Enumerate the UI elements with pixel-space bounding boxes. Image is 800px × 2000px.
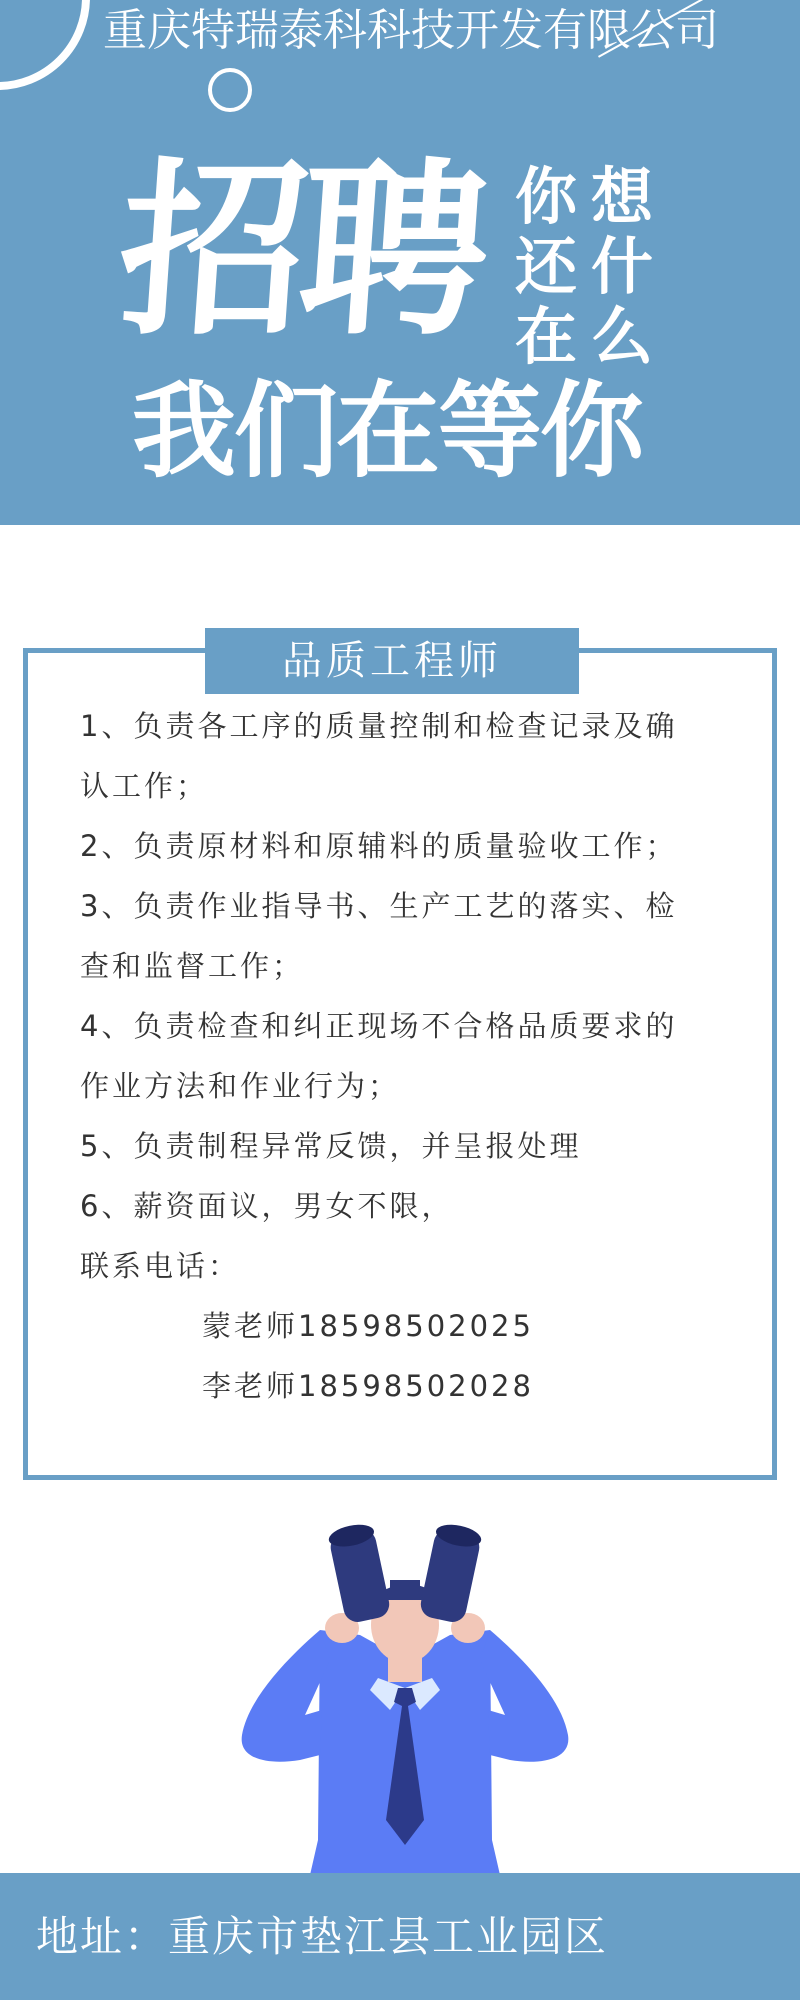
decorative-small-ring-icon <box>208 68 252 112</box>
duty-item: 5、负责制程异常反馈，并呈报处理 <box>80 1129 582 1163</box>
address-text: 地址：重庆市垫江县工业园区 <box>36 1912 609 1961</box>
contact-label: 联系电话： <box>80 1249 241 1283</box>
headline-char: 还 <box>515 230 578 303</box>
contact-phone: 李老师18598502028 <box>202 1369 534 1403</box>
headline-recruit: 招聘 <box>112 142 488 361</box>
job-title: 品质工程师 <box>205 628 579 694</box>
company-name: 重庆特瑞泰科科技开发有限公司 <box>103 5 719 56</box>
headline-char: 么 <box>591 300 654 373</box>
duty-item: 2、负责原材料和原辅料的质量验收工作； <box>80 829 678 863</box>
duty-list <box>80 696 700 1416</box>
duty-item: 3、负责作业指导书、生产工艺的落实、检查和监督工作； <box>80 889 678 983</box>
headline-side-text <box>515 162 665 372</box>
decorative-ring-icon <box>0 0 90 90</box>
man-with-binoculars-icon <box>230 1510 580 1875</box>
headline-subtitle: 我们在等你 <box>132 370 643 492</box>
duty-item: 4、负责检查和纠正现场不合格品质要求的作业方法和作业行为； <box>80 1009 678 1103</box>
duty-item: 6、薪资面议，男女不限， <box>80 1189 454 1223</box>
headline-char: 你 <box>515 160 578 233</box>
contact-phone: 蒙老师18598502025 <box>202 1309 534 1343</box>
header-banner <box>0 0 800 525</box>
headline-char: 在 <box>515 300 578 373</box>
headline-char: 想 <box>591 160 654 233</box>
duty-item: 1、负责各工序的质量控制和检查记录及确认工作； <box>80 709 678 803</box>
footer-address-bar <box>0 1873 800 2000</box>
headline-char: 什 <box>591 230 654 303</box>
